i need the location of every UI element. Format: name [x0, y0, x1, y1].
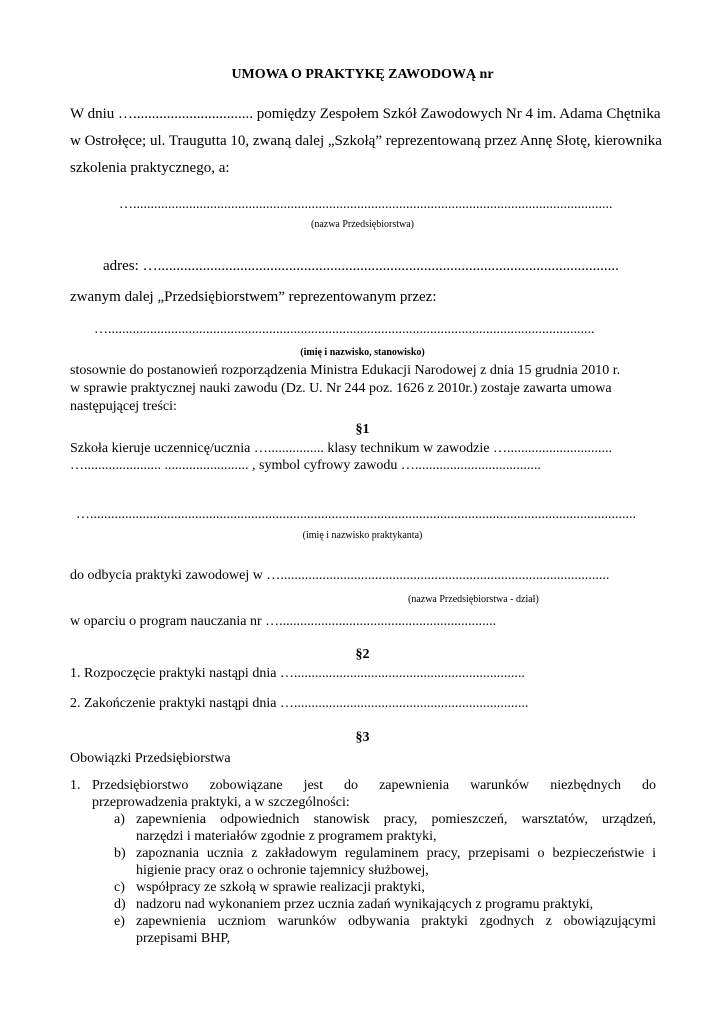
legal-basis-line-3: następującej treści:: [70, 399, 177, 414]
practice-end-line: 2. Zakończenie praktyki nastąpi dnia …...................................................................: [70, 696, 529, 711]
document-title: UMOWA O PRAKTYKĘ ZAWODOWĄ nr: [231, 67, 494, 82]
legal-basis-line-1: stosownie do postanowień rozporządzenia Ministra Edukacji Narodowej z dnia 15 grudnia 2010 r.: [70, 363, 621, 378]
subitem-c-letter: c): [114, 880, 125, 895]
intro-line-3: szkolenia praktycznego, a:: [70, 160, 230, 176]
section-3-subheading: Obowiązki Przedsiębiorstwa: [70, 751, 231, 766]
subitem-b-line-1: zapoznania ucznia z zakładowym regulaminem pracy, przepisami o bezpieczeństwie i: [136, 846, 656, 861]
subitem-c-line-1: współpracy ze szkołą w sprawie realizacji praktyki,: [136, 880, 425, 895]
company-named-line: zwanym dalej „Przedsiębiorstwem” reprezentowanym przez:: [70, 289, 437, 305]
legal-basis-line-2: w sprawie praktycznej nauki zawodu (Dz. U. Nr 244 poz. 1626 z 2010r.) zostaje zawarta umowa: [70, 381, 612, 396]
subitem-e-letter: e): [114, 914, 125, 929]
trainee-name-blank: …............................................................................................................................................................: [76, 507, 636, 522]
section-1-line-1: Szkoła kieruje uczennicę/ucznia …................ klasy technikum w zawodzie …..............................: [70, 441, 612, 456]
item-1-line-2: przeprowadzenia praktyki, a w szczególności:: [92, 795, 350, 810]
program-line: w oparciu o program nauczania nr …..............................................................: [70, 614, 497, 629]
section-2-heading: §2: [355, 647, 370, 662]
subitem-b-letter: b): [114, 846, 126, 861]
intro-line-2: w Ostrołęce; ul. Traugutta 10, zwaną dalej „Szkołą” reprezentowaną przez Annę Słotę, kierownika: [70, 133, 662, 149]
subitem-e-line-2: przepisami BHP,: [136, 931, 231, 946]
subitem-d-letter: d): [114, 897, 126, 912]
subitem-a-line-1: zapewnienia odpowiednich stanowisk pracy, pomieszczeń, warsztatów, urządzeń,: [136, 812, 656, 827]
section-3-heading: §3: [355, 730, 370, 745]
trainee-name-caption: (imię i nazwisko praktykanta): [302, 530, 423, 541]
subitem-a-letter: a): [114, 812, 125, 827]
representative-blank: …...........................................................................................................................................: [94, 322, 595, 337]
section-1-heading: §1: [355, 422, 370, 437]
representative-caption: (imię i nazwisko, stanowisko): [300, 347, 425, 358]
company-name-caption: (nazwa Przedsiębiorstwa): [310, 219, 414, 230]
intro-line-1: W dniu …................................ pomiędzy Zespołem Szkół Zawodowych Nr 4 im. Adama Chętnika: [70, 106, 661, 122]
practice-place-line: do odbycia praktyki zawodowej w …..............................................................................................: [70, 568, 610, 583]
section-1-line-2: …...................... ........................ , symbol cyfrowy zawodu …....................................: [70, 458, 541, 473]
item-1-line-1: Przedsiębiorstwo zobowiązane jest do zapewnienia warunków niezbędnych do: [92, 778, 656, 793]
practice-start-line: 1. Rozpoczęcie praktyki nastąpi dnia …..................................................................: [70, 666, 525, 681]
subitem-b-line-2: higienie pracy oraz o ochronie tajemnicy służbowej,: [136, 863, 429, 878]
company-name-blank: ….........................................................................................................................................: [119, 197, 613, 212]
item-1-number: 1.: [70, 778, 81, 793]
subitem-d-line-1: nadzoru nad wykonaniem przez ucznia zadań wynikających z programu praktyki,: [136, 897, 594, 912]
subitem-e-line-1: zapewnienia uczniom warunków odbywania praktyki zgodnych z obowiązującymi: [136, 914, 656, 929]
subitem-a-line-2: narzędzi i materiałów zgodnie z programem praktyki,: [136, 829, 437, 844]
practice-place-caption: (nazwa Przedsiębiorstwa - dział): [408, 594, 539, 605]
address-line: adres: …...........................................................................................................................: [103, 258, 619, 274]
